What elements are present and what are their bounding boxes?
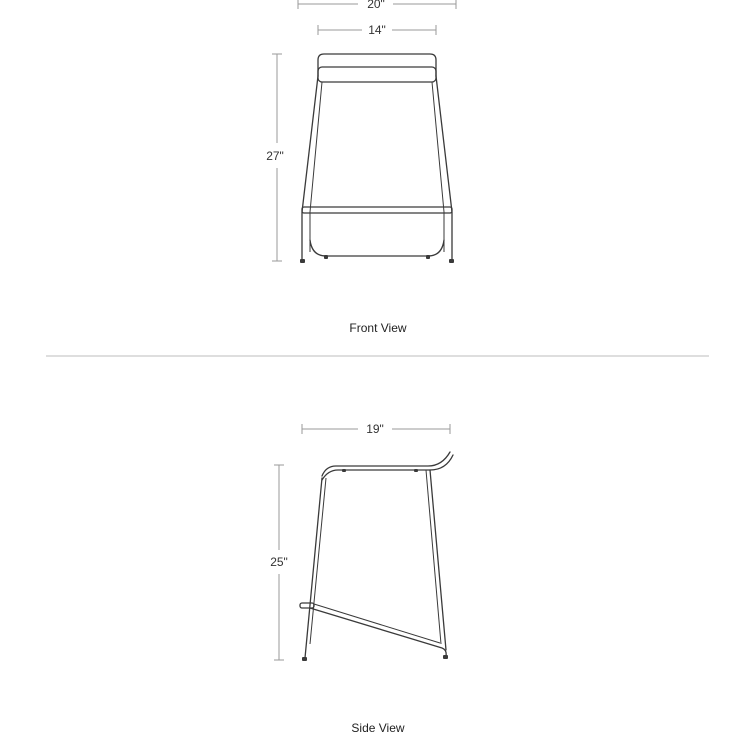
front-seat-width-dimension xyxy=(318,23,436,37)
side-depth-label: 19" xyxy=(366,422,384,436)
front-height-label: 27" xyxy=(266,149,284,163)
front-stool-outline xyxy=(300,54,454,263)
front-seat-width-label: 14" xyxy=(368,23,386,37)
side-depth-dimension xyxy=(302,422,450,436)
front-overall-width-dimension xyxy=(298,0,456,11)
side-view-caption: Side View xyxy=(351,721,405,735)
side-height-dimension xyxy=(270,465,288,660)
side-stool-outline xyxy=(300,452,453,661)
front-view xyxy=(266,0,456,335)
front-view-caption: Front View xyxy=(349,321,407,335)
front-height-dimension xyxy=(266,54,284,261)
front-overall-width-label: 20" xyxy=(367,0,385,11)
side-height-label: 25" xyxy=(270,555,288,569)
side-view xyxy=(270,422,453,735)
